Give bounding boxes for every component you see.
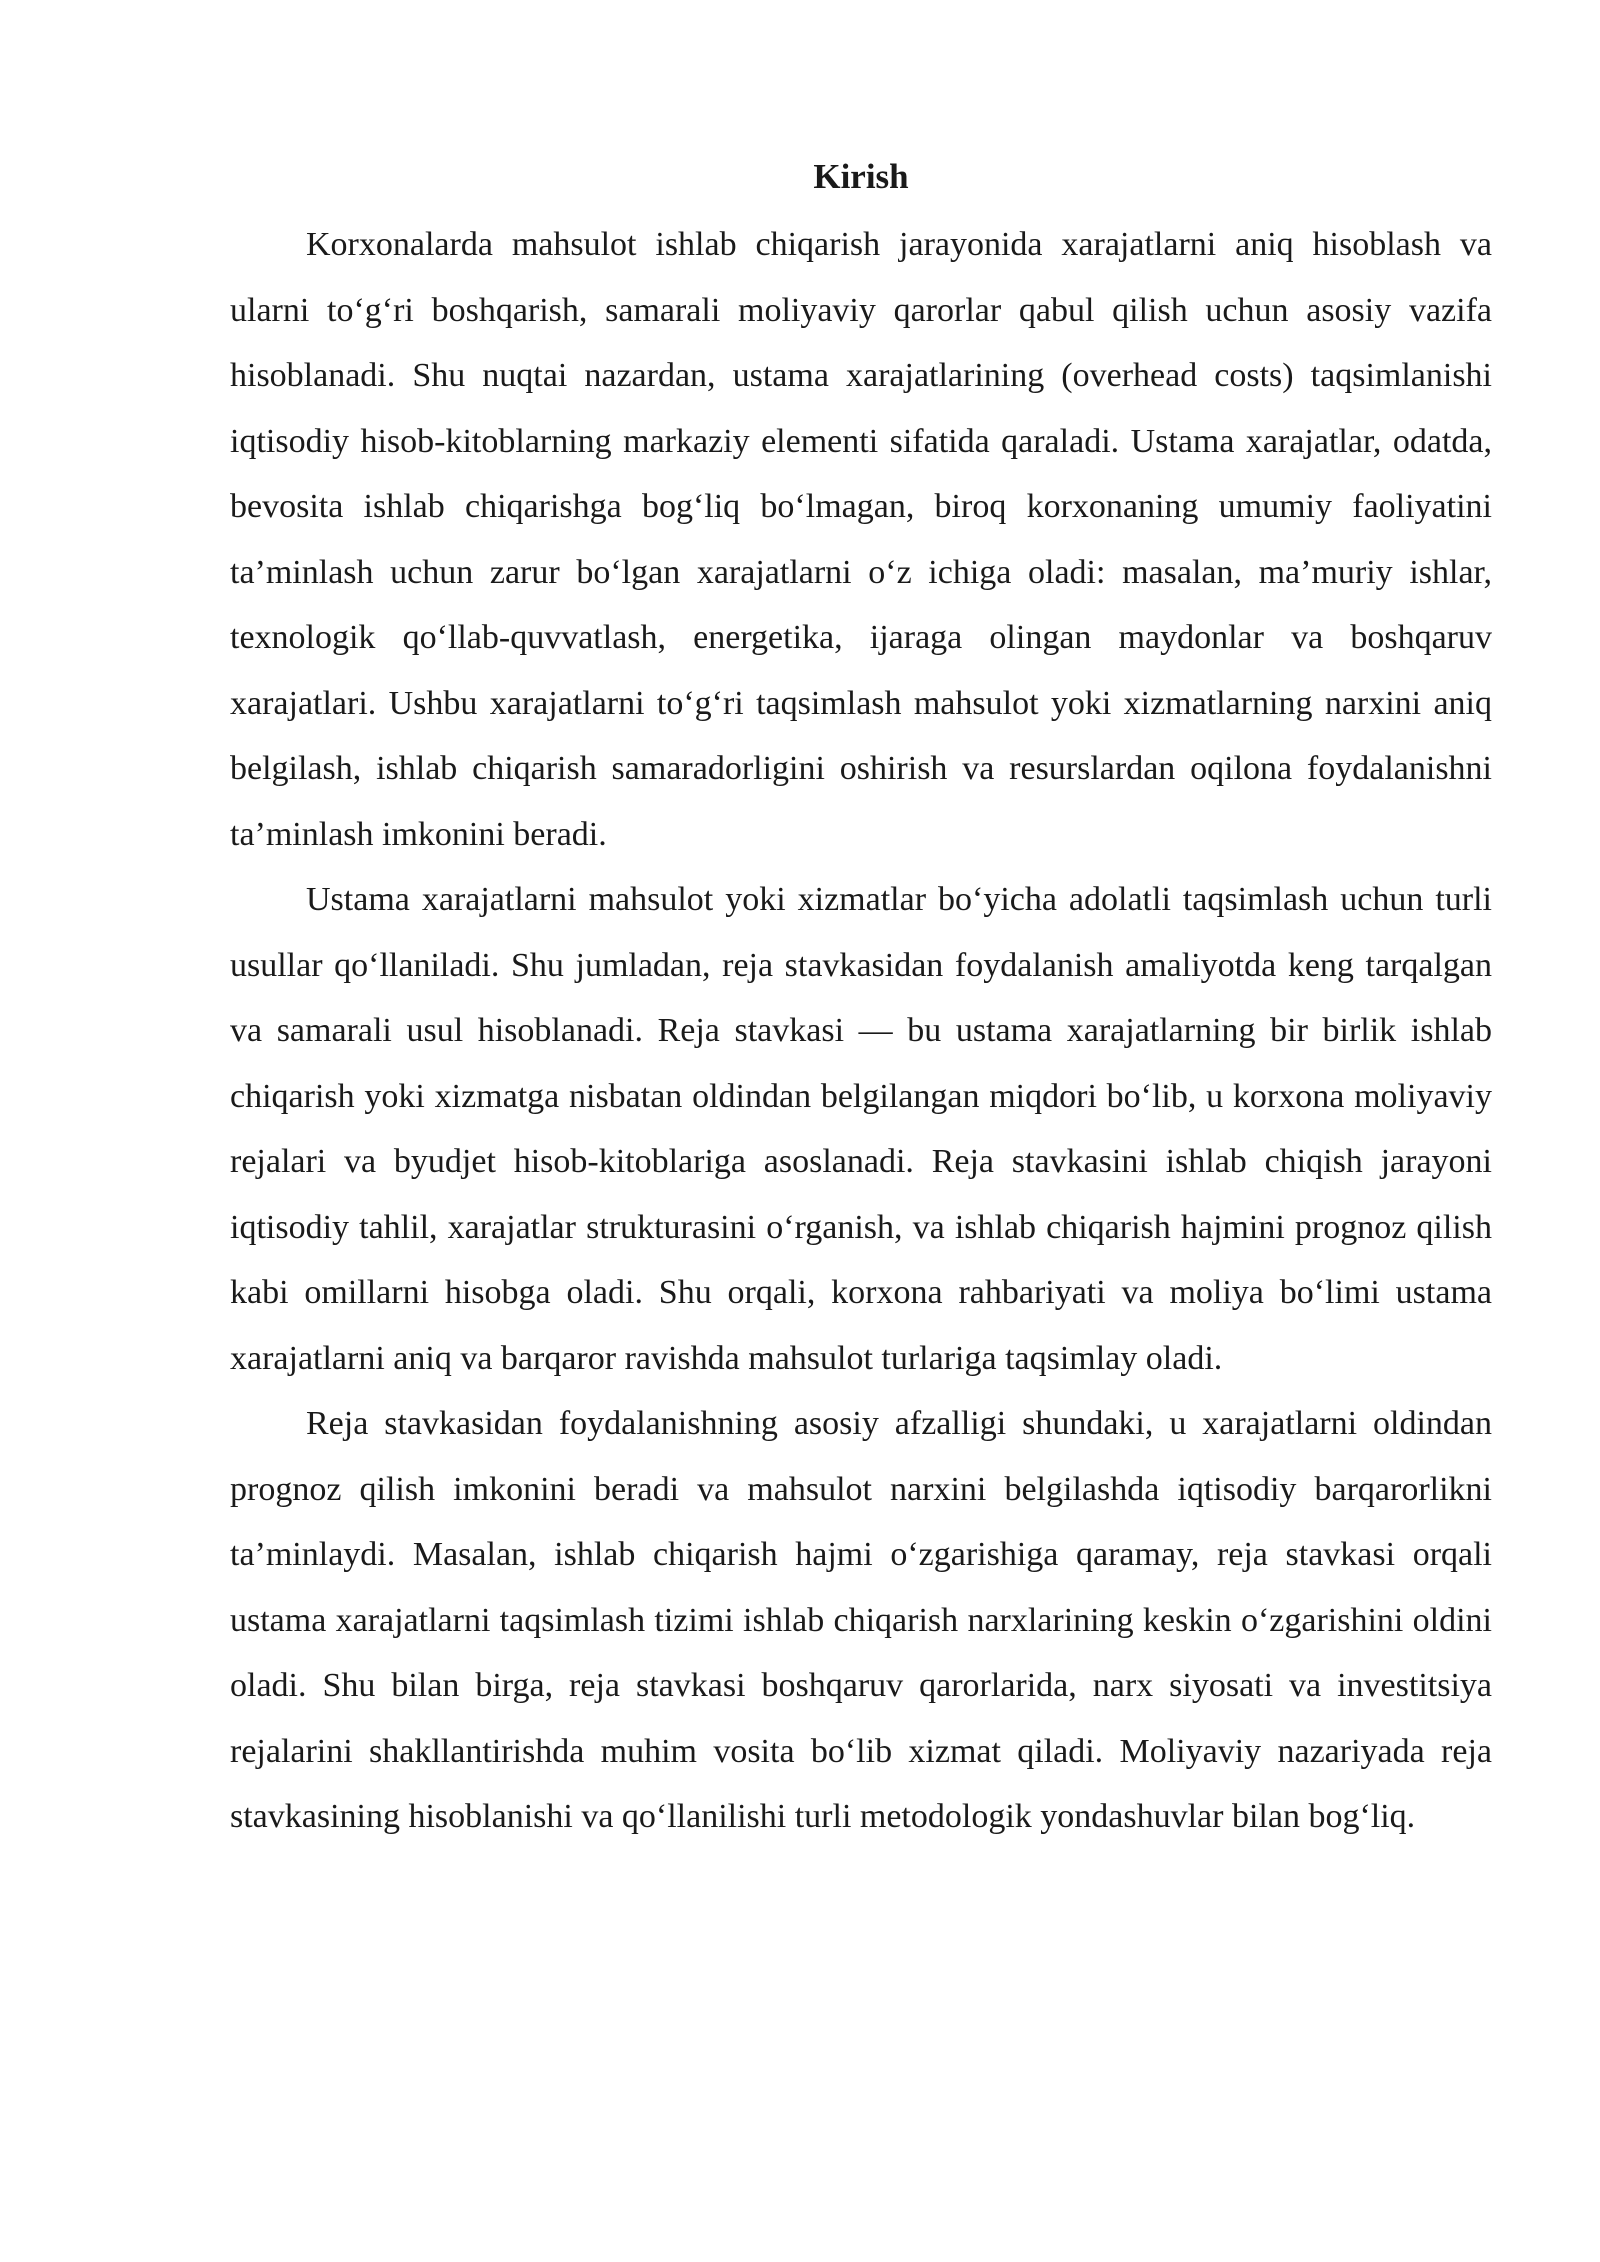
paragraph-2: Ustama xarajatlarni mahsulot yoki xizmatlar bo‘yicha adolatli taqsimlash uchun turli usullar qo‘llaniladi. Shu jumladan, reja stavkasidan foydalanish amaliyotda keng tarqalgan va samarali usul hisoblanadi. Reja stavkasi — bu ustama xarajatlarning bir birlik ishlab chiqarish yoki xizmatga nisbatan oldindan belgilangan miqdori bo‘lib, u korxona moliyaviy rejalari va byudjet hisob-kitoblariga asoslanadi. Reja stavkasini ishlab chiqish jarayoni iqtisodiy tahlil, xarajatlar strukturasini o‘rganish, va ishlab chiqarish hajmini prognoz qilish kabi omillarni hisobga oladi. Shu orqali, korxona rahbariyati va moliya bo‘limi ustama xarajatlarni aniq va barqaror ravishda mahsulot turlariga taqsimlay oladi. [230,881,1492,1377]
paragraph-3: Reja stavkasidan foydalanishning asosiy afzalligi shundaki, u xarajatlarni oldindan prognoz qilish imkonini beradi va mahsulot narxini belgilashda iqtisodiy barqarorlikni ta’minlaydi. Masalan, ishlab chiqarish hajmi o‘zgarishiga qaramay, reja stavkasi orqali ustama xarajatlarni taqsimlash tizimi ishlab chiqarish narxlarining keskin o‘zgarishini oldini oladi. Shu bilan birga, reja stavkasi boshqaruv qarorlarida, narx siyosati va investitsiya rejalarini shakllantirishda muhim vosita bo‘lib xizmat qiladi. Moliyaviy nazariyada reja stavkasining hisoblanishi va qo‘llanilishi turli metodologik yondashuvlar bilan bog‘liq. [230,1405,1492,1835]
page-title: Kirish [813,157,909,196]
paragraph-1: Korxonalarda mahsulot ishlab chiqarish jarayonida xarajatlarni aniq hisoblash va ularni to‘g‘ri boshqarish, samarali moliyaviy qarorlar qabul qilish uchun asosiy vazifa hisoblanadi. Shu nuqtai nazardan, ustama xarajatlarining (overhead costs) taqsimlanishi iqtisodiy hisob-kitoblarning markaziy elementi sifatida qaraladi. Ustama xarajatlar, odatda, bevosita ishlab chiqarishga bog‘liq bo‘lmagan, biroq korxonaning umumiy faoliyatini ta’minlash uchun zarur bo‘lgan xarajatlarni o‘z ichiga oladi: masalan, ma’muriy ishlar, texnologik qo‘llab-quvvatlash, energetika, ijaraga olingan maydonlar va boshqaruv xarajatlari. Ushbu xarajatlarni to‘g‘ri taqsimlash mahsulot yoki xizmatlarning narxini aniq belgilash, ishlab chiqarish samaradorligini oshirish va resurslardan oqilona foydalanishni ta’minlash imkonini beradi. [230,226,1492,853]
document-body [230,148,1492,1850]
